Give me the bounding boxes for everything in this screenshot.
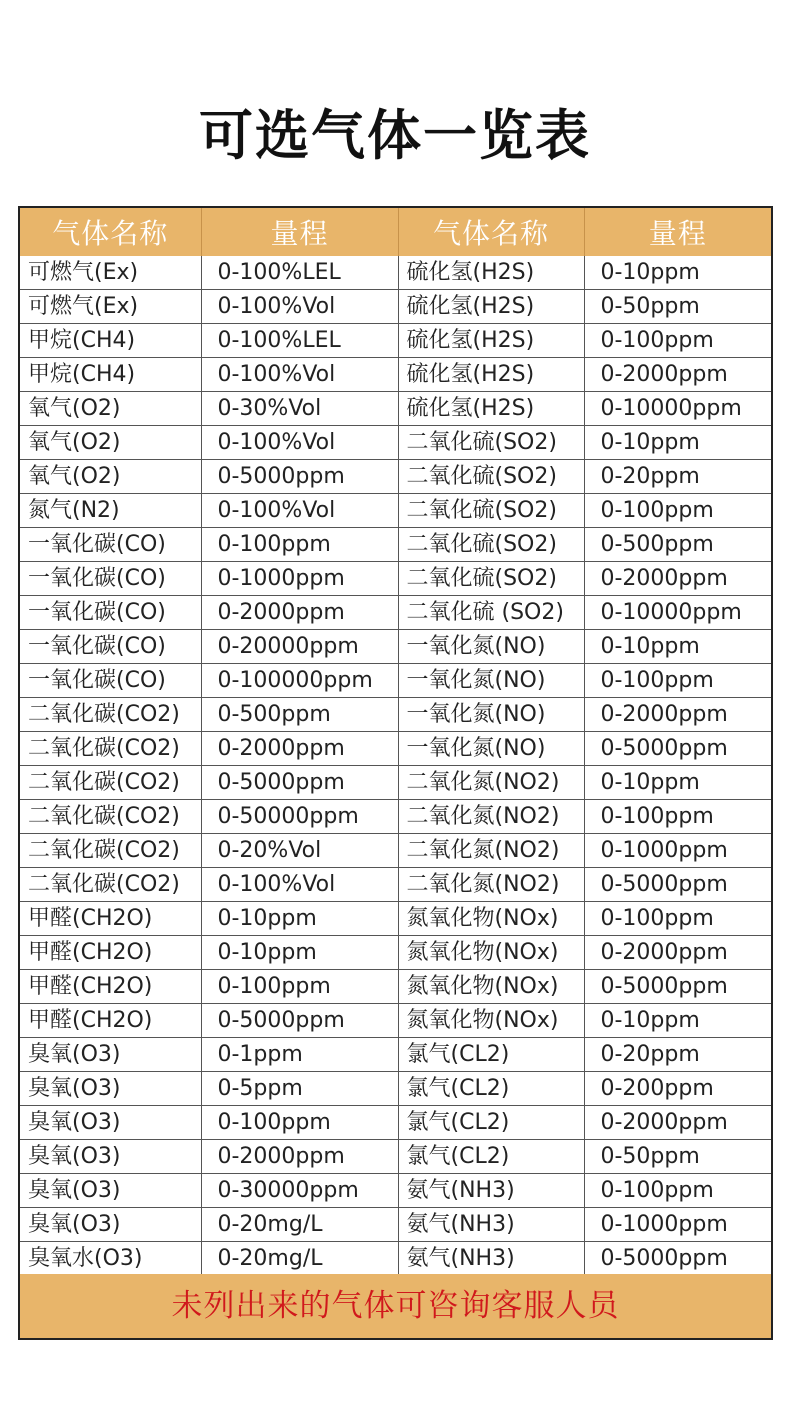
range-cell: 0-5000ppm — [201, 1004, 398, 1038]
range-cell: 0-1000ppm — [584, 834, 771, 868]
range-cell: 0-500ppm — [584, 528, 771, 562]
gas-name-cell: 一氧化氮(NO) — [398, 732, 584, 766]
gas-name-cell: 氯气(CL2) — [398, 1038, 584, 1072]
gas-name-cell: 二氧化氮(NO2) — [398, 766, 584, 800]
gas-name-cell: 二氧化硫 (SO2) — [398, 596, 584, 630]
table-body — [20, 256, 771, 1276]
range-cell: 0-100ppm — [584, 664, 771, 698]
table-row — [20, 358, 771, 392]
gas-name-cell: 二氧化碳(CO2) — [20, 766, 201, 800]
range-cell: 0-20000ppm — [201, 630, 398, 664]
gas-name-cell: 甲醛(CH2O) — [20, 902, 201, 936]
range-cell: 0-100ppm — [584, 494, 771, 528]
gas-name-cell: 臭氧(O3) — [20, 1208, 201, 1242]
gas-name-cell: 硫化氢(H2S) — [398, 358, 584, 392]
table-row — [20, 1140, 771, 1174]
gas-name-cell: 氧气(O2) — [20, 392, 201, 426]
table-row — [20, 426, 771, 460]
gas-name-cell: 臭氧(O3) — [20, 1174, 201, 1208]
gas-name-cell: 二氧化硫(SO2) — [398, 426, 584, 460]
gas-name-cell: 氯气(CL2) — [398, 1072, 584, 1106]
range-cell: 0-5000ppm — [584, 868, 771, 902]
gas-table — [20, 208, 771, 1276]
range-cell: 0-2000ppm — [584, 1106, 771, 1140]
range-cell: 0-5000ppm — [584, 1242, 771, 1276]
range-cell: 0-5000ppm — [584, 970, 771, 1004]
table-row — [20, 970, 771, 1004]
table-row — [20, 868, 771, 902]
gas-name-cell: 一氧化氮(NO) — [398, 630, 584, 664]
range-cell: 0-10ppm — [584, 1004, 771, 1038]
table-row — [20, 1106, 771, 1140]
table-header-row — [20, 208, 771, 256]
table-row — [20, 766, 771, 800]
range-cell: 0-50ppm — [584, 1140, 771, 1174]
gas-name-cell: 二氧化碳(CO2) — [20, 698, 201, 732]
gas-name-cell: 臭氧(O3) — [20, 1106, 201, 1140]
gas-name-cell: 氨气(NH3) — [398, 1174, 584, 1208]
range-cell: 0-1000ppm — [201, 562, 398, 596]
table-row — [20, 902, 771, 936]
gas-name-cell: 二氧化氮(NO2) — [398, 868, 584, 902]
range-cell: 0-100ppm — [584, 902, 771, 936]
range-cell: 0-20mg/L — [201, 1242, 398, 1276]
range-cell: 0-100%Vol — [201, 290, 398, 324]
range-cell: 0-100ppm — [584, 1174, 771, 1208]
range-cell: 0-10ppm — [201, 936, 398, 970]
gas-name-cell: 二氧化碳(CO2) — [20, 732, 201, 766]
table-row — [20, 834, 771, 868]
gas-name-cell: 氮氧化物(NOx) — [398, 1004, 584, 1038]
gas-name-cell: 硫化氢(H2S) — [398, 256, 584, 290]
gas-name-cell: 二氧化硫(SO2) — [398, 528, 584, 562]
range-cell: 0-500ppm — [201, 698, 398, 732]
range-cell: 0-100%LEL — [201, 256, 398, 290]
range-cell: 0-30%Vol — [201, 392, 398, 426]
range-cell: 0-30000ppm — [201, 1174, 398, 1208]
header-gas-name-2: 气体名称 — [398, 208, 584, 256]
range-cell: 0-20%Vol — [201, 834, 398, 868]
header-range-2: 量程 — [584, 208, 771, 256]
gas-name-cell: 二氧化硫(SO2) — [398, 562, 584, 596]
gas-name-cell: 硫化氢(H2S) — [398, 290, 584, 324]
range-cell: 0-100%LEL — [201, 324, 398, 358]
table-row — [20, 800, 771, 834]
range-cell: 0-5000ppm — [201, 766, 398, 800]
table-row — [20, 392, 771, 426]
table-row — [20, 1174, 771, 1208]
gas-name-cell: 一氧化氮(NO) — [398, 664, 584, 698]
gas-table-container — [18, 206, 773, 1340]
gas-name-cell: 一氧化碳(CO) — [20, 664, 201, 698]
range-cell: 0-2000ppm — [584, 358, 771, 392]
gas-name-cell: 甲醛(CH2O) — [20, 936, 201, 970]
gas-name-cell: 氯气(CL2) — [398, 1140, 584, 1174]
gas-name-cell: 一氧化氮(NO) — [398, 698, 584, 732]
gas-name-cell: 甲烷(CH4) — [20, 324, 201, 358]
range-cell: 0-10ppm — [584, 630, 771, 664]
table-row — [20, 630, 771, 664]
gas-name-cell: 二氧化硫(SO2) — [398, 460, 584, 494]
gas-name-cell: 二氧化碳(CO2) — [20, 868, 201, 902]
gas-name-cell: 臭氧(O3) — [20, 1038, 201, 1072]
range-cell: 0-10ppm — [201, 902, 398, 936]
range-cell: 0-100%Vol — [201, 494, 398, 528]
range-cell: 0-100000ppm — [201, 664, 398, 698]
range-cell: 0-20ppm — [584, 1038, 771, 1072]
range-cell: 0-100%Vol — [201, 426, 398, 460]
gas-name-cell: 氯气(CL2) — [398, 1106, 584, 1140]
gas-name-cell: 甲醛(CH2O) — [20, 1004, 201, 1038]
range-cell: 0-2000ppm — [201, 596, 398, 630]
range-cell: 0-10ppm — [584, 766, 771, 800]
table-row — [20, 528, 771, 562]
gas-name-cell: 一氧化碳(CO) — [20, 630, 201, 664]
table-row — [20, 494, 771, 528]
gas-name-cell: 一氧化碳(CO) — [20, 562, 201, 596]
table-row — [20, 732, 771, 766]
gas-name-cell: 可燃气(Ex) — [20, 256, 201, 290]
header-range-1: 量程 — [201, 208, 398, 256]
table-row — [20, 1242, 771, 1276]
range-cell: 0-5000ppm — [201, 460, 398, 494]
range-cell: 0-50ppm — [584, 290, 771, 324]
footer-note: 未列出来的气体可咨询客服人员 — [20, 1274, 771, 1338]
gas-name-cell: 氮气(N2) — [20, 494, 201, 528]
range-cell: 0-50000ppm — [201, 800, 398, 834]
table-row — [20, 596, 771, 630]
range-cell: 0-10000ppm — [584, 392, 771, 426]
gas-name-cell: 氮氧化物(NOx) — [398, 936, 584, 970]
gas-name-cell: 氮氧化物(NOx) — [398, 970, 584, 1004]
range-cell: 0-10ppm — [584, 256, 771, 290]
gas-name-cell: 可燃气(Ex) — [20, 290, 201, 324]
table-row — [20, 1004, 771, 1038]
range-cell: 0-2000ppm — [201, 1140, 398, 1174]
gas-name-cell: 氨气(NH3) — [398, 1242, 584, 1276]
range-cell: 0-100%Vol — [201, 358, 398, 392]
page-title: 可选气体一览表 — [199, 104, 591, 167]
gas-name-cell: 二氧化碳(CO2) — [20, 800, 201, 834]
gas-name-cell: 臭氧水(O3) — [20, 1242, 201, 1276]
gas-name-cell: 二氧化硫(SO2) — [398, 494, 584, 528]
gas-name-cell: 臭氧(O3) — [20, 1140, 201, 1174]
table-row — [20, 1038, 771, 1072]
range-cell: 0-10000ppm — [584, 596, 771, 630]
range-cell: 0-2000ppm — [584, 562, 771, 596]
range-cell: 0-5ppm — [201, 1072, 398, 1106]
gas-name-cell: 二氧化氮(NO2) — [398, 800, 584, 834]
range-cell: 0-1ppm — [201, 1038, 398, 1072]
range-cell: 0-100%Vol — [201, 868, 398, 902]
table-row — [20, 698, 771, 732]
gas-name-cell: 氧气(O2) — [20, 460, 201, 494]
header-gas-name-1: 气体名称 — [20, 208, 201, 256]
range-cell: 0-2000ppm — [584, 698, 771, 732]
range-cell: 0-10ppm — [584, 426, 771, 460]
gas-name-cell: 氧气(O2) — [20, 426, 201, 460]
gas-name-cell: 甲烷(CH4) — [20, 358, 201, 392]
gas-name-cell: 二氧化氮(NO2) — [398, 834, 584, 868]
range-cell: 0-100ppm — [201, 970, 398, 1004]
table-row — [20, 664, 771, 698]
table-row — [20, 324, 771, 358]
gas-name-cell: 硫化氢(H2S) — [398, 324, 584, 358]
gas-name-cell: 硫化氢(H2S) — [398, 392, 584, 426]
table-row — [20, 936, 771, 970]
gas-name-cell: 二氧化碳(CO2) — [20, 834, 201, 868]
range-cell: 0-1000ppm — [584, 1208, 771, 1242]
gas-name-cell: 一氧化碳(CO) — [20, 528, 201, 562]
table-row — [20, 290, 771, 324]
range-cell: 0-100ppm — [201, 528, 398, 562]
gas-name-cell: 一氧化碳(CO) — [20, 596, 201, 630]
range-cell: 0-2000ppm — [201, 732, 398, 766]
range-cell: 0-100ppm — [584, 324, 771, 358]
range-cell: 0-100ppm — [201, 1106, 398, 1140]
range-cell: 0-2000ppm — [584, 936, 771, 970]
table-row — [20, 460, 771, 494]
gas-name-cell: 臭氧(O3) — [20, 1072, 201, 1106]
gas-name-cell: 氨气(NH3) — [398, 1208, 584, 1242]
range-cell: 0-200ppm — [584, 1072, 771, 1106]
range-cell: 0-20mg/L — [201, 1208, 398, 1242]
range-cell: 0-20ppm — [584, 460, 771, 494]
table-row — [20, 256, 771, 290]
range-cell: 0-5000ppm — [584, 732, 771, 766]
gas-name-cell: 甲醛(CH2O) — [20, 970, 201, 1004]
gas-name-cell: 氮氧化物(NOx) — [398, 902, 584, 936]
range-cell: 0-100ppm — [584, 800, 771, 834]
table-row — [20, 1072, 771, 1106]
table-row — [20, 1208, 771, 1242]
table-row — [20, 562, 771, 596]
